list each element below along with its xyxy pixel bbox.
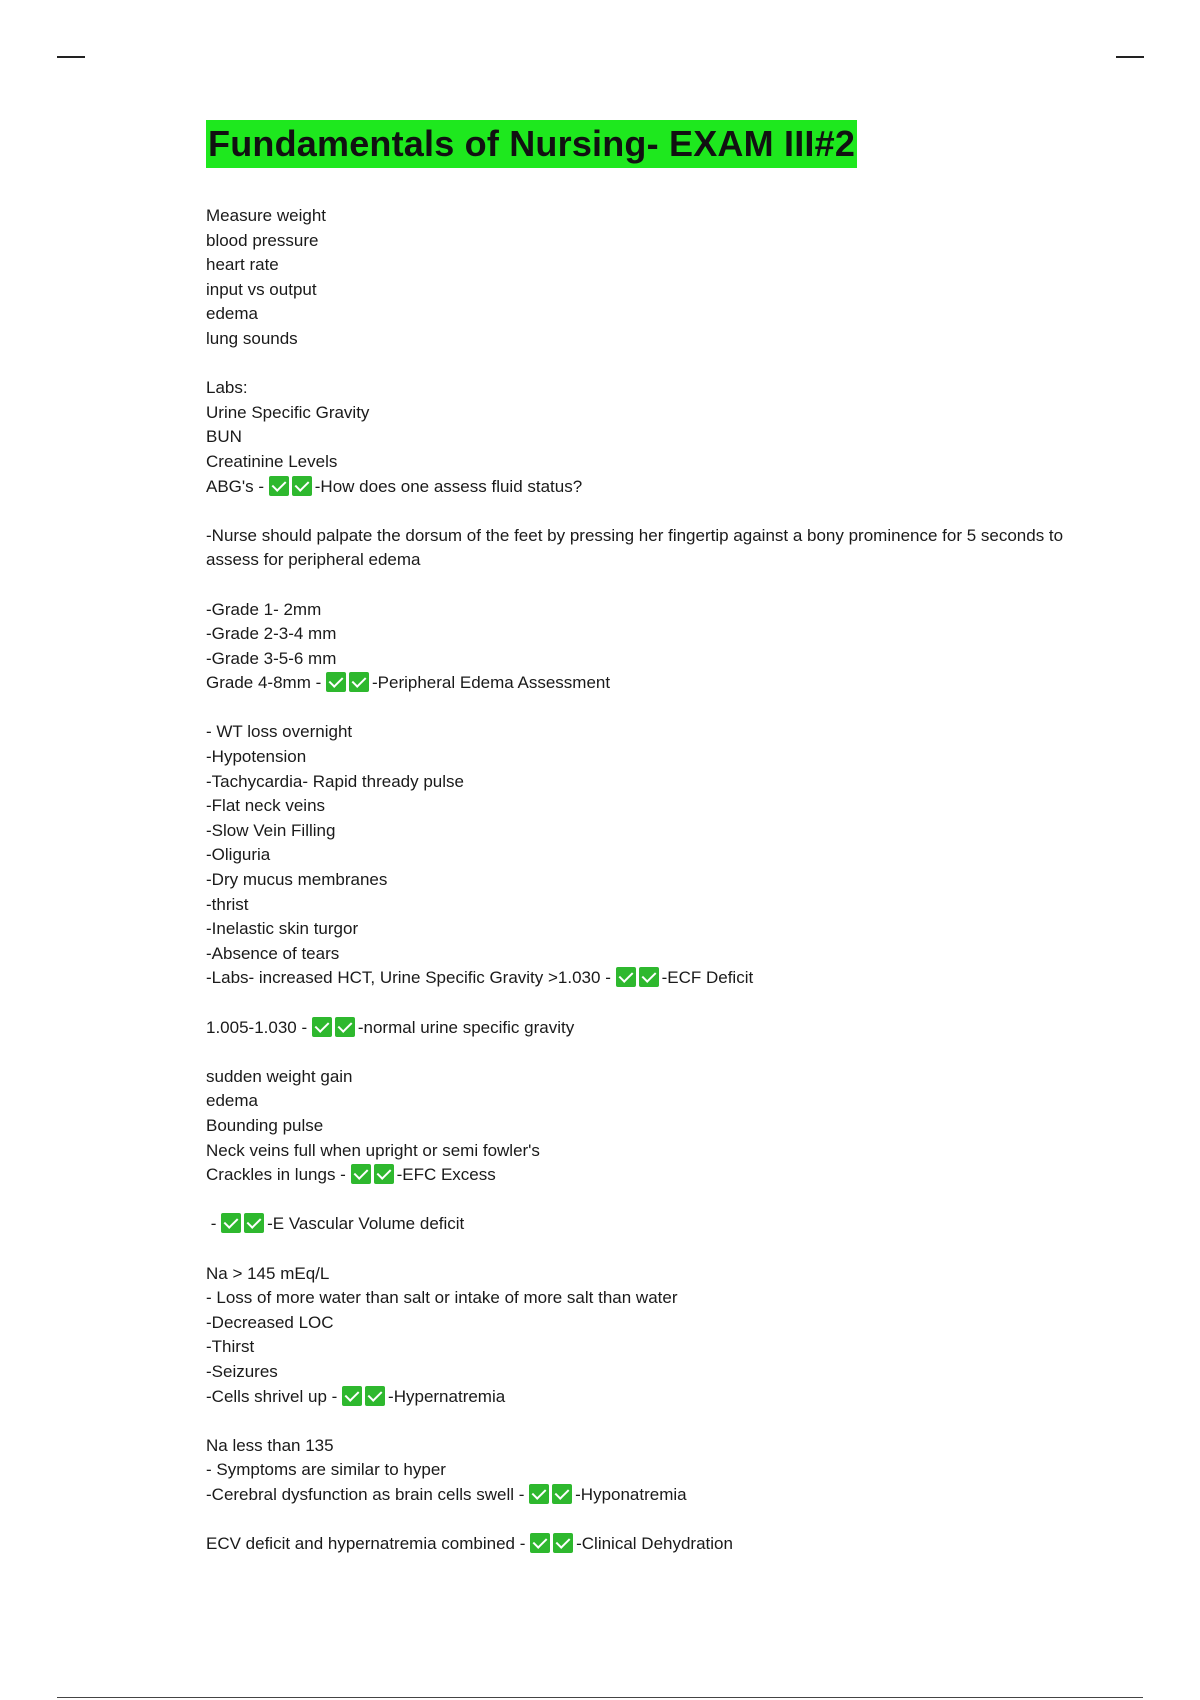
line-text: -Oliguria [206,845,271,865]
line-text: Labs: [206,378,248,398]
line-text: edema [206,1091,258,1111]
text-line [206,720,1106,745]
answer-text: -How does one assess fluid status? [314,476,583,496]
line-text: input vs output [206,279,317,299]
text-line [206,1065,1106,1090]
line-text: -Grade 1- 2mm [206,599,322,619]
answer-text: -normal urine specific gravity [357,1017,575,1037]
check-mark-icon [269,476,289,496]
line-text: Na > 145 mEq/L [206,1263,330,1283]
text-line [206,1458,1106,1483]
check-marks [616,966,662,991]
check-marks [351,1163,397,1188]
text-line [206,1360,1106,1385]
line-text: - WT loss overnight [206,722,353,742]
text-line [206,1212,1106,1237]
flashcard-list [206,204,1106,1557]
line-text: -Decreased LOC [206,1312,334,1332]
page-title: Fundamentals of Nursing- EXAM III#2 [206,120,857,168]
check-marks [221,1212,267,1237]
line-text: - Symptoms are similar to hyper [206,1460,446,1480]
question-text: -Cerebral dysfunction as brain cells swell - [206,1484,530,1504]
text-line [206,1286,1106,1311]
line-text: -Seizures [206,1361,278,1381]
text-line [206,524,1106,573]
check-mark-icon [374,1164,394,1184]
text-line [206,278,1106,303]
answer-text: -Hypernatremia [388,1386,506,1406]
check-mark-icon [312,1017,332,1037]
text-line [206,966,1106,991]
line-text: -Inelastic skin turgor [206,919,359,939]
text-line [206,819,1106,844]
line-text: blood pressure [206,230,319,250]
question-text: ABG's - [206,476,269,496]
line-text: -Grade 2-3-4 mm [206,624,337,644]
text-line [206,745,1106,770]
flashcard-block [206,598,1106,696]
text-line [206,598,1106,623]
line-text: Creatinine Levels [206,451,338,471]
flashcard-block [206,1016,1106,1041]
answer-text: -EFC Excess [396,1165,496,1185]
text-line [206,647,1106,672]
text-line [206,868,1106,893]
text-line [206,450,1106,475]
corner-mark-left [57,56,85,58]
check-mark-icon [351,1164,371,1184]
question-text: - [206,1214,222,1234]
answer-text: -Clinical Dehydration [576,1534,733,1554]
text-line [206,1311,1106,1336]
check-mark-icon [552,1484,572,1504]
text-line [206,1016,1106,1041]
check-mark-icon [530,1533,550,1553]
line-text: -Hypotension [206,747,307,767]
check-mark-icon [244,1213,264,1233]
check-mark-icon [616,967,636,987]
line-text: Urine Specific Gravity [206,402,370,422]
text-line [206,475,1106,500]
line-text: Bounding pulse [206,1115,324,1135]
check-marks [342,1385,388,1410]
check-marks [326,671,372,696]
line-text: -Absence of tears [206,943,340,963]
line-text: -thrist [206,894,249,914]
line-text: lung sounds [206,328,298,348]
line-text: -Grade 3-5-6 mm [206,648,337,668]
flashcard-block [206,376,1106,499]
text-line [206,1483,1106,1508]
check-mark-icon [335,1017,355,1037]
question-text: -Labs- increased HCT, Urine Specific Gravity >1.030 - [206,968,616,988]
line-text: Measure weight [206,206,327,225]
question-text: -Cells shrivel up - [206,1386,343,1406]
answer-text: -Peripheral Edema Assessment [371,673,611,693]
text-line [206,917,1106,942]
line-text: sudden weight gain [206,1066,353,1086]
text-line [206,622,1106,647]
question-text: Crackles in lungs - [206,1165,351,1185]
text-line [206,843,1106,868]
answer-text: -Hyponatremia [575,1484,687,1504]
question-text: Grade 4-8mm - [206,673,326,693]
document-body [206,120,1106,1581]
check-mark-icon [529,1484,549,1504]
line-text: BUN [206,427,242,447]
title-container [206,120,1106,168]
text-line [206,770,1106,795]
line-text: -Nurse should palpate the dorsum of the feet by pressing her fingertip against a bony prominence for 5 seconds to assess for peripheral edema [206,525,1064,570]
answer-text: -E Vascular Volume deficit [267,1214,465,1234]
text-line [206,1089,1106,1114]
text-line [206,1163,1106,1188]
corner-mark-right [1116,56,1144,58]
text-line [206,794,1106,819]
check-marks [269,475,315,500]
text-line [206,327,1106,352]
text-line [206,302,1106,327]
text-line [206,253,1106,278]
check-marks [529,1483,575,1508]
question-text: ECV deficit and hypernatremia combined - [206,1534,531,1554]
text-line [206,1139,1106,1164]
text-line [206,893,1106,918]
flashcard-block [206,1065,1106,1188]
line-text: -Thirst [206,1337,255,1357]
question-text: 1.005-1.030 - [206,1017,312,1037]
line-text: -Dry mucus membranes [206,870,388,890]
footer-rule [57,1697,1143,1698]
check-mark-icon [221,1213,241,1233]
text-line [206,1114,1106,1139]
check-mark-icon [292,476,312,496]
text-line [206,425,1106,450]
check-mark-icon [553,1533,573,1553]
flashcard-block [206,1212,1106,1237]
check-mark-icon [342,1386,362,1406]
flashcard-block [206,720,1106,991]
line-text: - Loss of more water than salt or intake of more salt than water [206,1288,678,1308]
text-line [206,1262,1106,1287]
text-line [206,204,1106,229]
text-line [206,1335,1106,1360]
answer-text: -ECF Deficit [661,968,754,988]
check-mark-icon [326,672,346,692]
text-line [206,401,1106,426]
line-text: Neck veins full when upright or semi fowler's [206,1140,540,1160]
line-text: heart rate [206,255,279,275]
check-mark-icon [639,967,659,987]
flashcard-block [206,524,1106,573]
flashcard-block [206,1532,1106,1557]
line-text: edema [206,304,258,324]
text-line [206,671,1106,696]
flashcard-block [206,1262,1106,1410]
text-line [206,942,1106,967]
flashcard-block [206,204,1106,352]
text-line [206,1385,1106,1410]
flashcard-block [206,1434,1106,1508]
line-text: Na less than 135 [206,1435,334,1455]
text-line [206,1532,1106,1557]
check-marks [312,1016,358,1041]
check-mark-icon [349,672,369,692]
line-text: -Flat neck veins [206,796,326,816]
text-line [206,229,1106,254]
text-line [206,376,1106,401]
check-mark-icon [365,1386,385,1406]
line-text: -Slow Vein Filling [206,820,336,840]
line-text: -Tachycardia- Rapid thready pulse [206,771,464,791]
text-line [206,1434,1106,1459]
check-marks [530,1532,576,1557]
